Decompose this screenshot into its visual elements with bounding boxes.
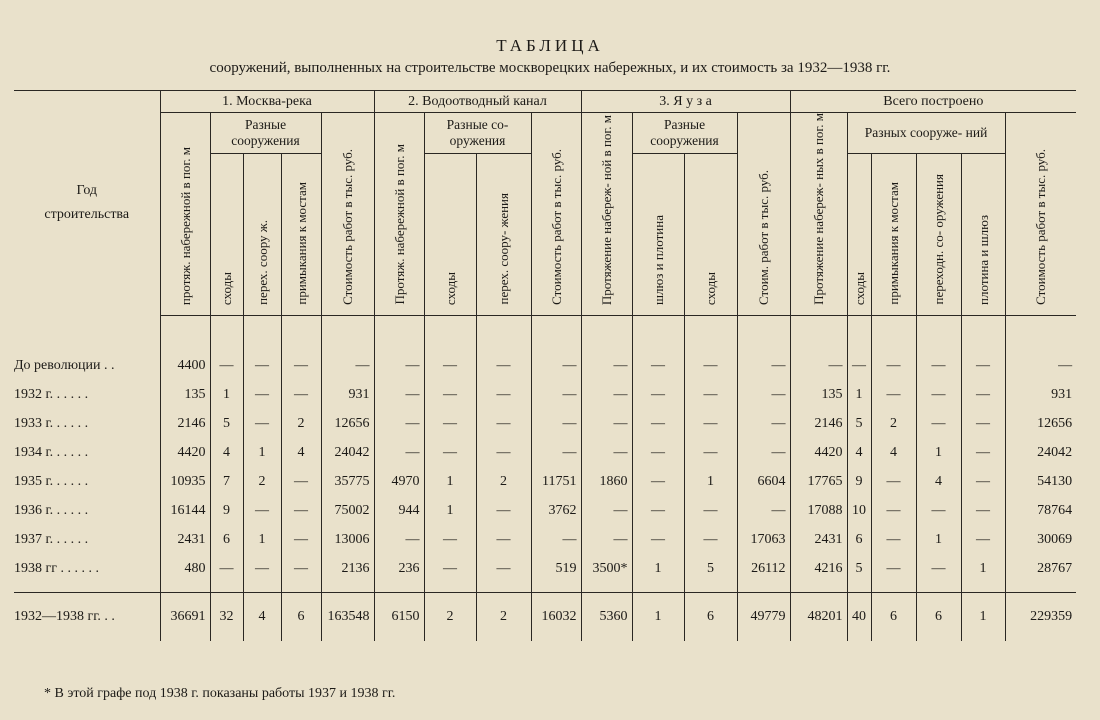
- value-cell: 54130: [1005, 468, 1076, 497]
- value-cell: 7: [210, 468, 243, 497]
- value-cell: —: [916, 381, 961, 410]
- value-cell: 1: [684, 468, 737, 497]
- value-cell: —: [243, 555, 281, 584]
- header-moskva-cost: Стоимость работ в тыс. руб.: [340, 148, 355, 305]
- value-cell: 2: [476, 592, 531, 641]
- value-cell: 2: [871, 410, 916, 439]
- value-cell: —: [374, 439, 424, 468]
- value-cell: —: [281, 497, 321, 526]
- table-body: [14, 315, 1076, 641]
- value-cell: 28767: [1005, 555, 1076, 584]
- value-cell: —: [737, 439, 790, 468]
- value-cell: —: [871, 352, 916, 381]
- value-cell: 6: [210, 526, 243, 555]
- value-cell: 26112: [737, 555, 790, 584]
- value-cell: —: [847, 352, 871, 381]
- value-cell: 1: [424, 497, 476, 526]
- value-cell: 5: [684, 555, 737, 584]
- value-cell: —: [684, 439, 737, 468]
- value-cell: 48201: [790, 592, 847, 641]
- value-cell: 4970: [374, 468, 424, 497]
- value-cell: 4: [871, 439, 916, 468]
- value-cell: 1: [961, 592, 1005, 641]
- value-cell: —: [281, 381, 321, 410]
- value-cell: —: [632, 410, 684, 439]
- value-cell: —: [916, 497, 961, 526]
- year-cell: 1932 г. . . . . .: [14, 387, 89, 403]
- header-kanal-length: Протяж. набережной в пог. м: [391, 144, 407, 305]
- header-total-cost: Стоимость работ в тыс. руб.: [1033, 148, 1049, 305]
- value-cell: —: [871, 526, 916, 555]
- value-cell: —: [581, 381, 632, 410]
- value-cell: —: [243, 497, 281, 526]
- value-cell: 2431: [790, 526, 847, 555]
- value-cell: 16032: [531, 592, 581, 641]
- header-kanal-cost: Стоимость работ в тыс. руб.: [548, 148, 564, 305]
- value-cell: —: [961, 439, 1005, 468]
- value-cell: 12656: [321, 410, 374, 439]
- value-cell: 75002: [321, 497, 374, 526]
- header-total-primyk: примыкания к мостам: [886, 182, 902, 305]
- value-cell: 944: [374, 497, 424, 526]
- table-row: [14, 555, 1076, 584]
- value-cell: —: [737, 381, 790, 410]
- value-cell: —: [476, 352, 531, 381]
- value-cell: —: [243, 352, 281, 381]
- header-moskva-primyk: примыкания к мостам: [293, 182, 309, 305]
- value-cell: —: [1005, 352, 1076, 381]
- value-cell: —: [632, 497, 684, 526]
- value-cell: —: [531, 352, 581, 381]
- value-cell: —: [916, 352, 961, 381]
- value-cell: 1: [916, 439, 961, 468]
- value-cell: 9: [847, 468, 871, 497]
- value-cell: —: [424, 439, 476, 468]
- value-cell: 229359: [1005, 592, 1076, 641]
- value-cell: 1: [243, 526, 281, 555]
- value-cell: 3500*: [581, 555, 632, 584]
- header-yauza-skhody: сходы: [703, 271, 719, 305]
- value-cell: —: [210, 555, 243, 584]
- value-cell: —: [961, 352, 1005, 381]
- value-cell: 40: [847, 592, 871, 641]
- value-cell: —: [374, 352, 424, 381]
- value-cell: 2431: [160, 526, 210, 555]
- value-cell: —: [374, 526, 424, 555]
- total-row: [14, 592, 1076, 641]
- table-row: [14, 468, 1076, 497]
- value-cell: 12656: [1005, 410, 1076, 439]
- value-cell: 30069: [1005, 526, 1076, 555]
- value-cell: 2146: [790, 410, 847, 439]
- value-cell: —: [961, 526, 1005, 555]
- value-cell: —: [871, 555, 916, 584]
- header-total-plotina: плотина и шлюз: [975, 214, 991, 305]
- value-cell: 32: [210, 592, 243, 641]
- value-cell: —: [961, 381, 1005, 410]
- value-cell: 1: [632, 555, 684, 584]
- value-cell: —: [916, 410, 961, 439]
- year-cell: 1935 г. . . . . .: [14, 474, 89, 490]
- value-cell: —: [632, 526, 684, 555]
- value-cell: 6: [871, 592, 916, 641]
- value-cell: 2: [424, 592, 476, 641]
- value-cell: 6: [916, 592, 961, 641]
- year-cell: 1938 гг . . . . . .: [14, 561, 99, 577]
- value-cell: 4400: [160, 352, 210, 381]
- header-yauza-cost: Стоим. работ в тыс. руб.: [756, 169, 772, 305]
- value-cell: 2136: [321, 555, 374, 584]
- value-cell: 519: [531, 555, 581, 584]
- value-cell: 4: [847, 439, 871, 468]
- year-cell: 1933 г. . . . . .: [14, 416, 89, 432]
- value-cell: 24042: [1005, 439, 1076, 468]
- value-cell: —: [281, 555, 321, 584]
- value-cell: 2: [281, 410, 321, 439]
- value-cell: —: [581, 497, 632, 526]
- value-cell: —: [476, 497, 531, 526]
- header-moskva-perekh: перех. соору ж.: [254, 219, 270, 305]
- value-cell: —: [632, 352, 684, 381]
- value-cell: 1: [916, 526, 961, 555]
- header-yauza-shlyuz: шлюз и плотина: [650, 214, 666, 305]
- value-cell: 236: [374, 555, 424, 584]
- value-cell: 1: [210, 381, 243, 410]
- value-cell: —: [581, 439, 632, 468]
- value-cell: —: [737, 410, 790, 439]
- value-cell: 1: [424, 468, 476, 497]
- header-kanal-perekh: перех. соору- жения: [496, 193, 512, 305]
- value-cell: —: [684, 497, 737, 526]
- value-cell: 2: [243, 468, 281, 497]
- group-vodootvodny-kanal: 2. Водоотводный канал: [374, 91, 581, 113]
- value-cell: 4: [281, 439, 321, 468]
- value-cell: 2: [476, 468, 531, 497]
- value-cell: 36691: [160, 592, 210, 641]
- value-cell: 931: [321, 381, 374, 410]
- value-cell: 6150: [374, 592, 424, 641]
- group-moskva-reka: 1. Москва-река: [160, 91, 374, 113]
- value-cell: 78764: [1005, 497, 1076, 526]
- table-row: [14, 410, 1076, 439]
- header-moskva-length: протяж. набережной в пог. м: [177, 146, 193, 305]
- constructions-table: [14, 90, 1076, 641]
- value-cell: —: [737, 352, 790, 381]
- group-yauza: 3. Я у з а: [581, 91, 790, 113]
- year-cell: До революции . .: [14, 358, 115, 374]
- value-cell: 4420: [790, 439, 847, 468]
- value-cell: —: [684, 381, 737, 410]
- value-cell: —: [281, 352, 321, 381]
- value-cell: —: [581, 526, 632, 555]
- value-cell: —: [632, 381, 684, 410]
- value-cell: —: [476, 410, 531, 439]
- value-cell: 1: [243, 439, 281, 468]
- value-cell: —: [321, 352, 374, 381]
- value-cell: 135: [160, 381, 210, 410]
- value-cell: —: [424, 410, 476, 439]
- value-cell: —: [281, 526, 321, 555]
- value-cell: 49779: [737, 592, 790, 641]
- value-cell: 35775: [321, 468, 374, 497]
- value-cell: 3762: [531, 497, 581, 526]
- value-cell: 4: [210, 439, 243, 468]
- value-cell: 5360: [581, 592, 632, 641]
- value-cell: —: [210, 352, 243, 381]
- value-cell: —: [531, 526, 581, 555]
- header-kanal-misc: Разные со- оружения: [424, 113, 531, 154]
- value-cell: —: [281, 468, 321, 497]
- value-cell: —: [581, 352, 632, 381]
- value-cell: 6: [281, 592, 321, 641]
- value-cell: 17088: [790, 497, 847, 526]
- value-cell: 11751: [531, 468, 581, 497]
- value-cell: —: [790, 352, 847, 381]
- value-cell: —: [424, 555, 476, 584]
- value-cell: 1: [847, 381, 871, 410]
- value-cell: 163548: [321, 592, 374, 641]
- value-cell: 24042: [321, 439, 374, 468]
- table-subtitle: сооружений, выполненных на строительстве москворецких набережных, и их стоимость за 1932—1938 гг.: [209, 60, 891, 76]
- header-moskva-misc: Разные сооружения: [210, 113, 321, 154]
- value-cell: 1860: [581, 468, 632, 497]
- value-cell: —: [961, 410, 1005, 439]
- value-cell: —: [961, 497, 1005, 526]
- value-cell: 4216: [790, 555, 847, 584]
- table-row: [14, 352, 1076, 381]
- value-cell: 16144: [160, 497, 210, 526]
- value-cell: —: [737, 497, 790, 526]
- header-yauza-misc: Разные сооружения: [632, 113, 737, 154]
- header-total-skhody: сходы: [851, 271, 867, 305]
- header-total-misc: Разных сооруже- ний: [847, 113, 1005, 154]
- value-cell: —: [531, 439, 581, 468]
- value-cell: —: [871, 497, 916, 526]
- value-cell: 2146: [160, 410, 210, 439]
- value-cell: —: [581, 410, 632, 439]
- value-cell: —: [424, 381, 476, 410]
- value-cell: —: [871, 381, 916, 410]
- header-kanal-skhody: сходы: [442, 271, 458, 305]
- value-cell: —: [531, 381, 581, 410]
- value-cell: 931: [1005, 381, 1076, 410]
- value-cell: 5: [847, 555, 871, 584]
- value-cell: —: [476, 555, 531, 584]
- value-cell: —: [684, 410, 737, 439]
- table-row: [14, 439, 1076, 468]
- value-cell: 480: [160, 555, 210, 584]
- value-cell: —: [476, 381, 531, 410]
- table-title: ТАБЛИЦА: [496, 36, 604, 55]
- value-cell: —: [961, 468, 1005, 497]
- footnote: * В этой графе под 1938 г. показаны работы 1937 и 1938 гг.: [44, 686, 396, 701]
- value-cell: —: [684, 352, 737, 381]
- header-moskva-skhody: сходы: [219, 271, 234, 305]
- value-cell: 13006: [321, 526, 374, 555]
- year-column-header: Год строительства: [14, 91, 160, 316]
- group-total: Всего построено: [790, 91, 1076, 113]
- value-cell: 5: [210, 410, 243, 439]
- year-cell: 1934 г. . . . . .: [14, 445, 89, 461]
- value-cell: 4420: [160, 439, 210, 468]
- value-cell: 4: [916, 468, 961, 497]
- header-total-perekh: переходн. со- оружения: [931, 174, 947, 305]
- table-row: [14, 381, 1076, 410]
- value-cell: 17765: [790, 468, 847, 497]
- value-cell: —: [632, 439, 684, 468]
- value-cell: —: [916, 555, 961, 584]
- header-total-length: Протяжение набереж- ных в пог. м: [811, 113, 827, 305]
- value-cell: —: [871, 468, 916, 497]
- value-cell: 5: [847, 410, 871, 439]
- year-cell: 1932—1938 гг. . .: [14, 592, 160, 641]
- value-cell: —: [632, 468, 684, 497]
- value-cell: —: [476, 526, 531, 555]
- table-row: [14, 497, 1076, 526]
- value-cell: —: [243, 381, 281, 410]
- value-cell: 1: [961, 555, 1005, 584]
- value-cell: 6604: [737, 468, 790, 497]
- value-cell: 17063: [737, 526, 790, 555]
- year-cell: 1937 г. . . . . .: [14, 532, 89, 548]
- year-cell: 1936 г. . . . . .: [14, 503, 89, 519]
- value-cell: —: [684, 526, 737, 555]
- value-cell: —: [424, 352, 476, 381]
- table-row: [14, 526, 1076, 555]
- value-cell: 10: [847, 497, 871, 526]
- value-cell: —: [476, 439, 531, 468]
- value-cell: —: [531, 410, 581, 439]
- value-cell: —: [374, 410, 424, 439]
- value-cell: 10935: [160, 468, 210, 497]
- value-cell: —: [424, 526, 476, 555]
- value-cell: 135: [790, 381, 847, 410]
- value-cell: 6: [684, 592, 737, 641]
- value-cell: 9: [210, 497, 243, 526]
- value-cell: 4: [243, 592, 281, 641]
- value-cell: 6: [847, 526, 871, 555]
- value-cell: 1: [632, 592, 684, 641]
- header-yauza-length: Протяжение набереж- ной в пог. м: [599, 114, 615, 305]
- value-cell: —: [243, 410, 281, 439]
- value-cell: —: [374, 381, 424, 410]
